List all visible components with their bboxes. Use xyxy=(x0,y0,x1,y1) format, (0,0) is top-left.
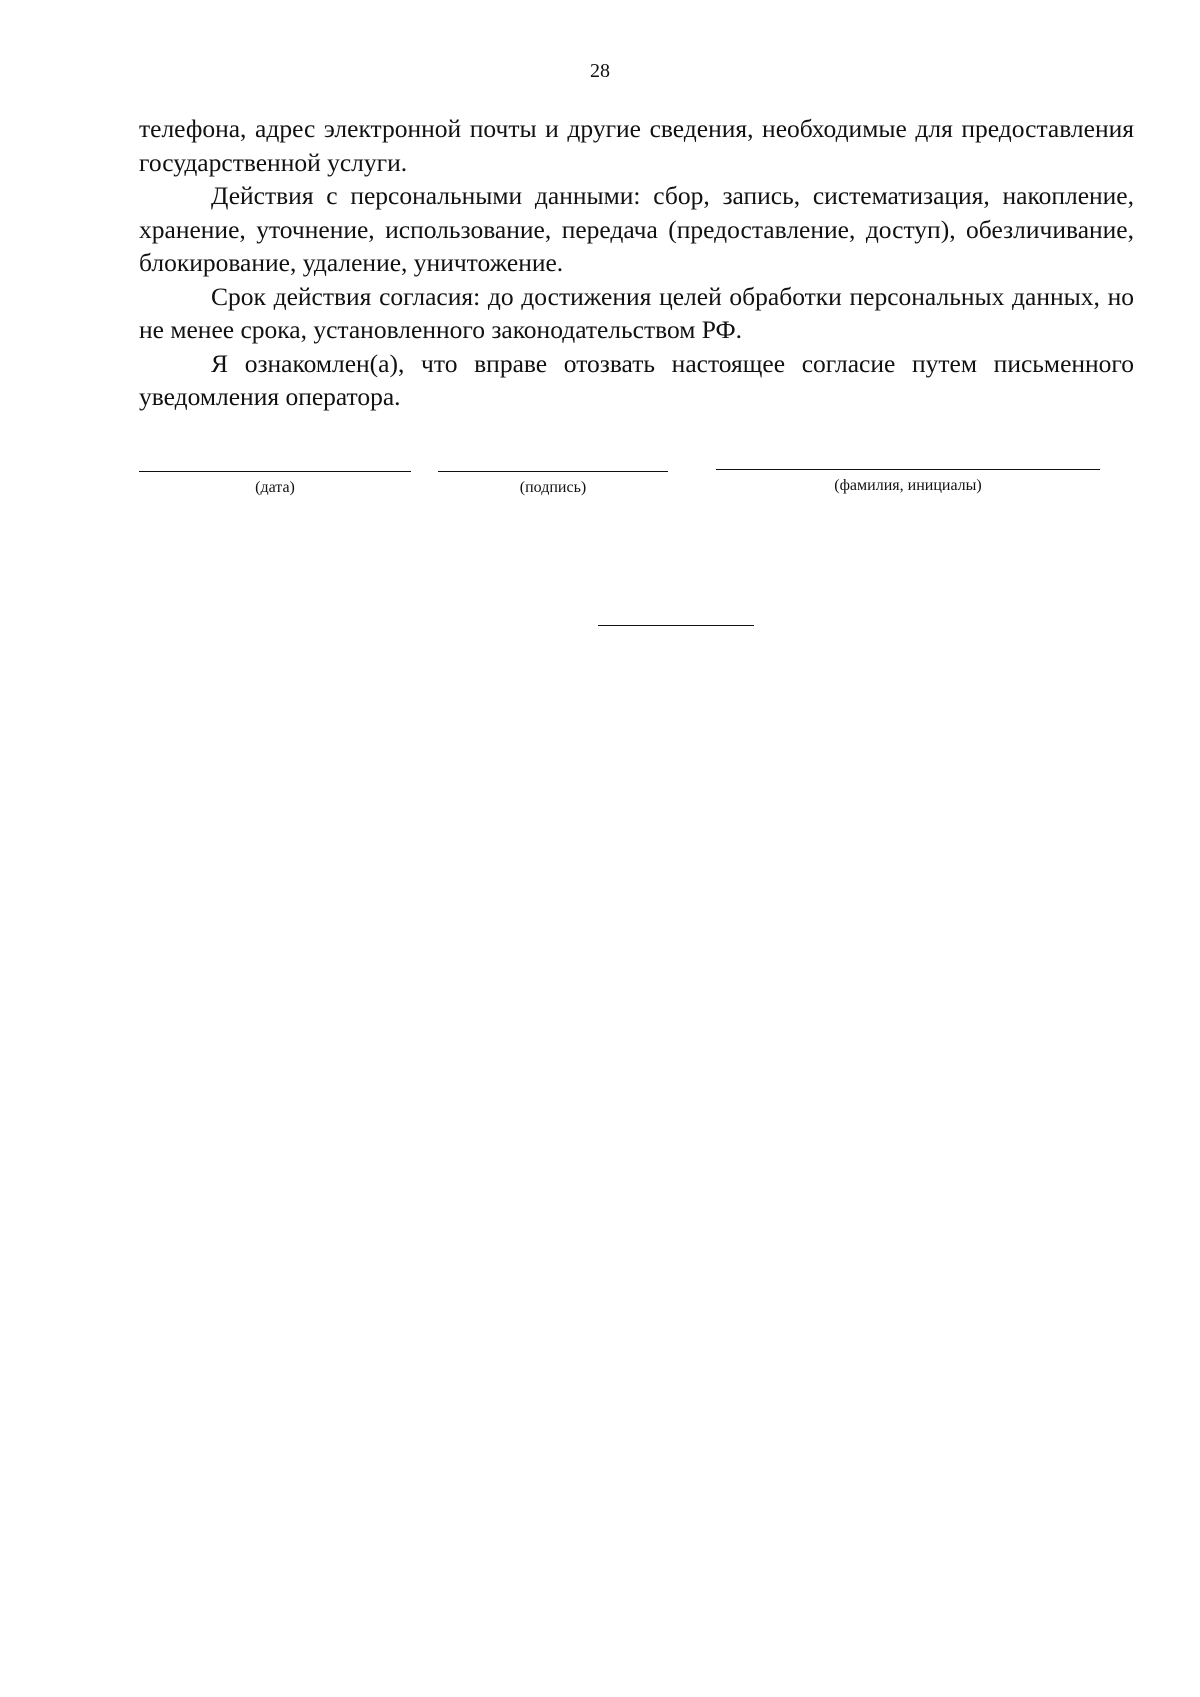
date-line xyxy=(139,471,411,472)
date-caption: (дата) xyxy=(255,479,295,496)
paragraph-revocation-notice: Я ознакомлен(а), что вправе отозвать настоящее согласие путем письменного уведомления оператора. xyxy=(139,348,1134,411)
name-caption: (фамилия, инициалы) xyxy=(834,477,982,494)
body-text xyxy=(139,112,1134,414)
signature-caption: (подпись) xyxy=(519,479,587,496)
paragraph-data-actions: Действия с персональными данными: сбор, запись, систематизация, накопление, хранение, уточнение, использование, передача (предоставление, доступ), обезличивание, блокирование, удаление, уничтожение. xyxy=(139,181,1134,277)
end-of-document-rule xyxy=(598,625,754,626)
paragraph-consent-term: Срок действия согласия: до достижения целей обработки персональных данных, но не менее срока, установленного законодательством РФ. xyxy=(139,281,1134,344)
page-number: 28 xyxy=(590,60,610,82)
signature-line xyxy=(438,471,668,472)
paragraph-continuation: телефона, адрес электронной почты и другие сведения, необходимые для предоставления государственной услуги. xyxy=(139,114,1134,177)
name-line xyxy=(716,469,1100,470)
